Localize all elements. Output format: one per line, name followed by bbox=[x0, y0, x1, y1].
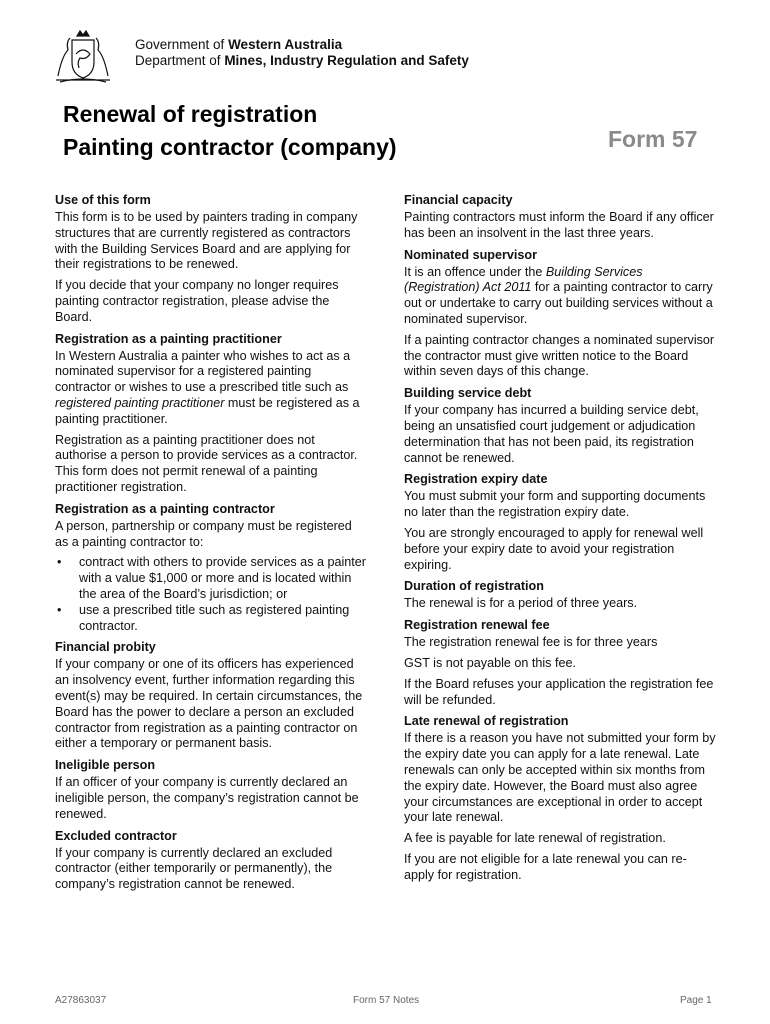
bullet-item: • contract with others to provide services as a painter with a value $1,000 or more and is located within the area of the Board’s jurisdiction; or bbox=[57, 555, 366, 601]
financial-probity-paragraph: If your company or one of its officers has experienced an insolvency event, further information regarding this event(s) may be required. In certain circumstances, the Board has the power to declare a person an excluded contractor from registration as a painting contractor on either a temporary or permanent basis. bbox=[55, 657, 363, 751]
financial-probity-heading: Financial probity bbox=[55, 640, 156, 655]
renewal-fee-paragraph-3: If the Board refuses your application the registration fee will be refunded. bbox=[404, 676, 714, 707]
title-line-2: Painting contractor (company) bbox=[63, 134, 397, 160]
renewal-fee-paragraph-2: GST is not payable on this fee. bbox=[404, 655, 576, 670]
contractor-bullet-list bbox=[55, 555, 367, 634]
duration-paragraph: The renewal is for a period of three years. bbox=[404, 596, 638, 611]
nominated-supervisor-paragraph-2: If a painting contractor changes a nominated supervisor the contractor must give written notice to the Board within seven days of this change. bbox=[404, 332, 715, 379]
late-renewal-paragraph-1: If there is a reason you have not submitted your form by the expiry date you can apply for a late renewal. Late renewals can only be accepted within six months from the expiry date. However, the Board must also agree your circumstances are exceptional in order to accept your late renewal. bbox=[404, 731, 716, 825]
duration-heading: Duration of registration bbox=[404, 579, 544, 594]
nominated-supervisor-paragraph-1: It is an offence under the Building Services (Registration) Act 2011 for a painting contractor to carry out or undertake to carry out building services without a nominated supervisor. bbox=[404, 264, 713, 326]
late-renewal-paragraph-2: A fee is payable for late renewal of registration. bbox=[404, 831, 666, 846]
practitioner-heading: Registration as a painting practitioner bbox=[55, 331, 282, 346]
footer-document-id: A27863037 bbox=[55, 995, 107, 1006]
renewal-fee-heading: Registration renewal fee bbox=[404, 618, 550, 633]
right-column bbox=[404, 192, 716, 889]
late-renewal-heading: Late renewal of registration bbox=[404, 714, 569, 729]
bullet-icon: • bbox=[57, 555, 62, 570]
nominated-supervisor-heading: Nominated supervisor bbox=[404, 247, 537, 262]
use-of-form-heading: Use of this form bbox=[55, 193, 151, 207]
government-header bbox=[135, 37, 469, 69]
footer-form-notes: Form 57 Notes bbox=[353, 995, 420, 1006]
document-title bbox=[63, 98, 397, 164]
use-of-form-paragraph-2: If you decide that your company no longer requires painting contractor registration, please advise the Board. bbox=[55, 278, 339, 324]
left-column bbox=[55, 192, 367, 898]
building-service-debt-paragraph: If your company has incurred a building service debt, being an unsatisfied court judgement or adjudication determination that has not been paid, its registration cannot be renewed. bbox=[404, 403, 699, 465]
ineligible-person-heading: Ineligible person bbox=[55, 758, 156, 773]
excluded-contractor-heading: Excluded contractor bbox=[55, 828, 177, 843]
wa-coat-of-arms-logo bbox=[50, 28, 116, 84]
form-number: Form 57 bbox=[608, 126, 698, 152]
financial-capacity-heading: Financial capacity bbox=[404, 193, 513, 207]
late-renewal-paragraph-3: If you are not eligible for a late renewal you can re-apply for registration. bbox=[404, 851, 687, 882]
bullet-icon: • bbox=[57, 602, 62, 617]
contractor-heading: Registration as a painting contractor bbox=[55, 501, 275, 516]
use-of-form-paragraph-1: This form is to be used by painters trading in company structures that are currently registered as contractors with the Building Services Board and are applying for their registrations to be renewed. bbox=[55, 210, 358, 272]
department-line: Department of Mines, Industry Regulation and Safety bbox=[135, 53, 469, 68]
building-service-debt-heading: Building service debt bbox=[404, 386, 532, 401]
financial-capacity-paragraph: Painting contractors must inform the Board if any officer has been an insolvent in the last three years. bbox=[404, 210, 714, 240]
footer-page-number: Page 1 bbox=[680, 995, 712, 1006]
renewal-fee-paragraph-1: The registration renewal fee is for three years bbox=[404, 635, 658, 650]
excluded-contractor-paragraph: If your company is currently declared an excluded contractor (either temporarily or permanently), the company’s registration cannot be renewed. bbox=[55, 845, 333, 892]
bullet-item: • use a prescribed title such as registered painting contractor. bbox=[57, 602, 350, 633]
expiry-date-heading: Registration expiry date bbox=[404, 472, 548, 487]
expiry-date-paragraph-2: You are strongly encouraged to apply for renewal well before your expiry date to avoid your registration expiring. bbox=[404, 525, 704, 572]
title-line-1: Renewal of registration bbox=[63, 101, 318, 127]
contractor-paragraph-1: A person, partnership or company must be registered as a painting contractor to: bbox=[55, 518, 352, 549]
practitioner-paragraph-2: Registration as a painting practitioner does not authorise a person to provide services as a contractor. This form does not permit renewal of a painting practitioner registration. bbox=[55, 432, 358, 494]
practitioner-paragraph-1: In Western Australia a painter who wishes to act as a nominated supervisor for a registered painting contractor or wishes to use a prescribed title such as registered painting practitioner must be registered as a painting practitioner. bbox=[55, 348, 360, 426]
expiry-date-paragraph-1: You must submit your form and supporting documents no later than the registration expiry date. bbox=[404, 489, 706, 520]
government-line: Government of Western Australia bbox=[135, 37, 343, 52]
ineligible-person-paragraph: If an officer of your company is currently declared an ineligible person, the company’s registration cannot be renewed. bbox=[55, 775, 359, 821]
